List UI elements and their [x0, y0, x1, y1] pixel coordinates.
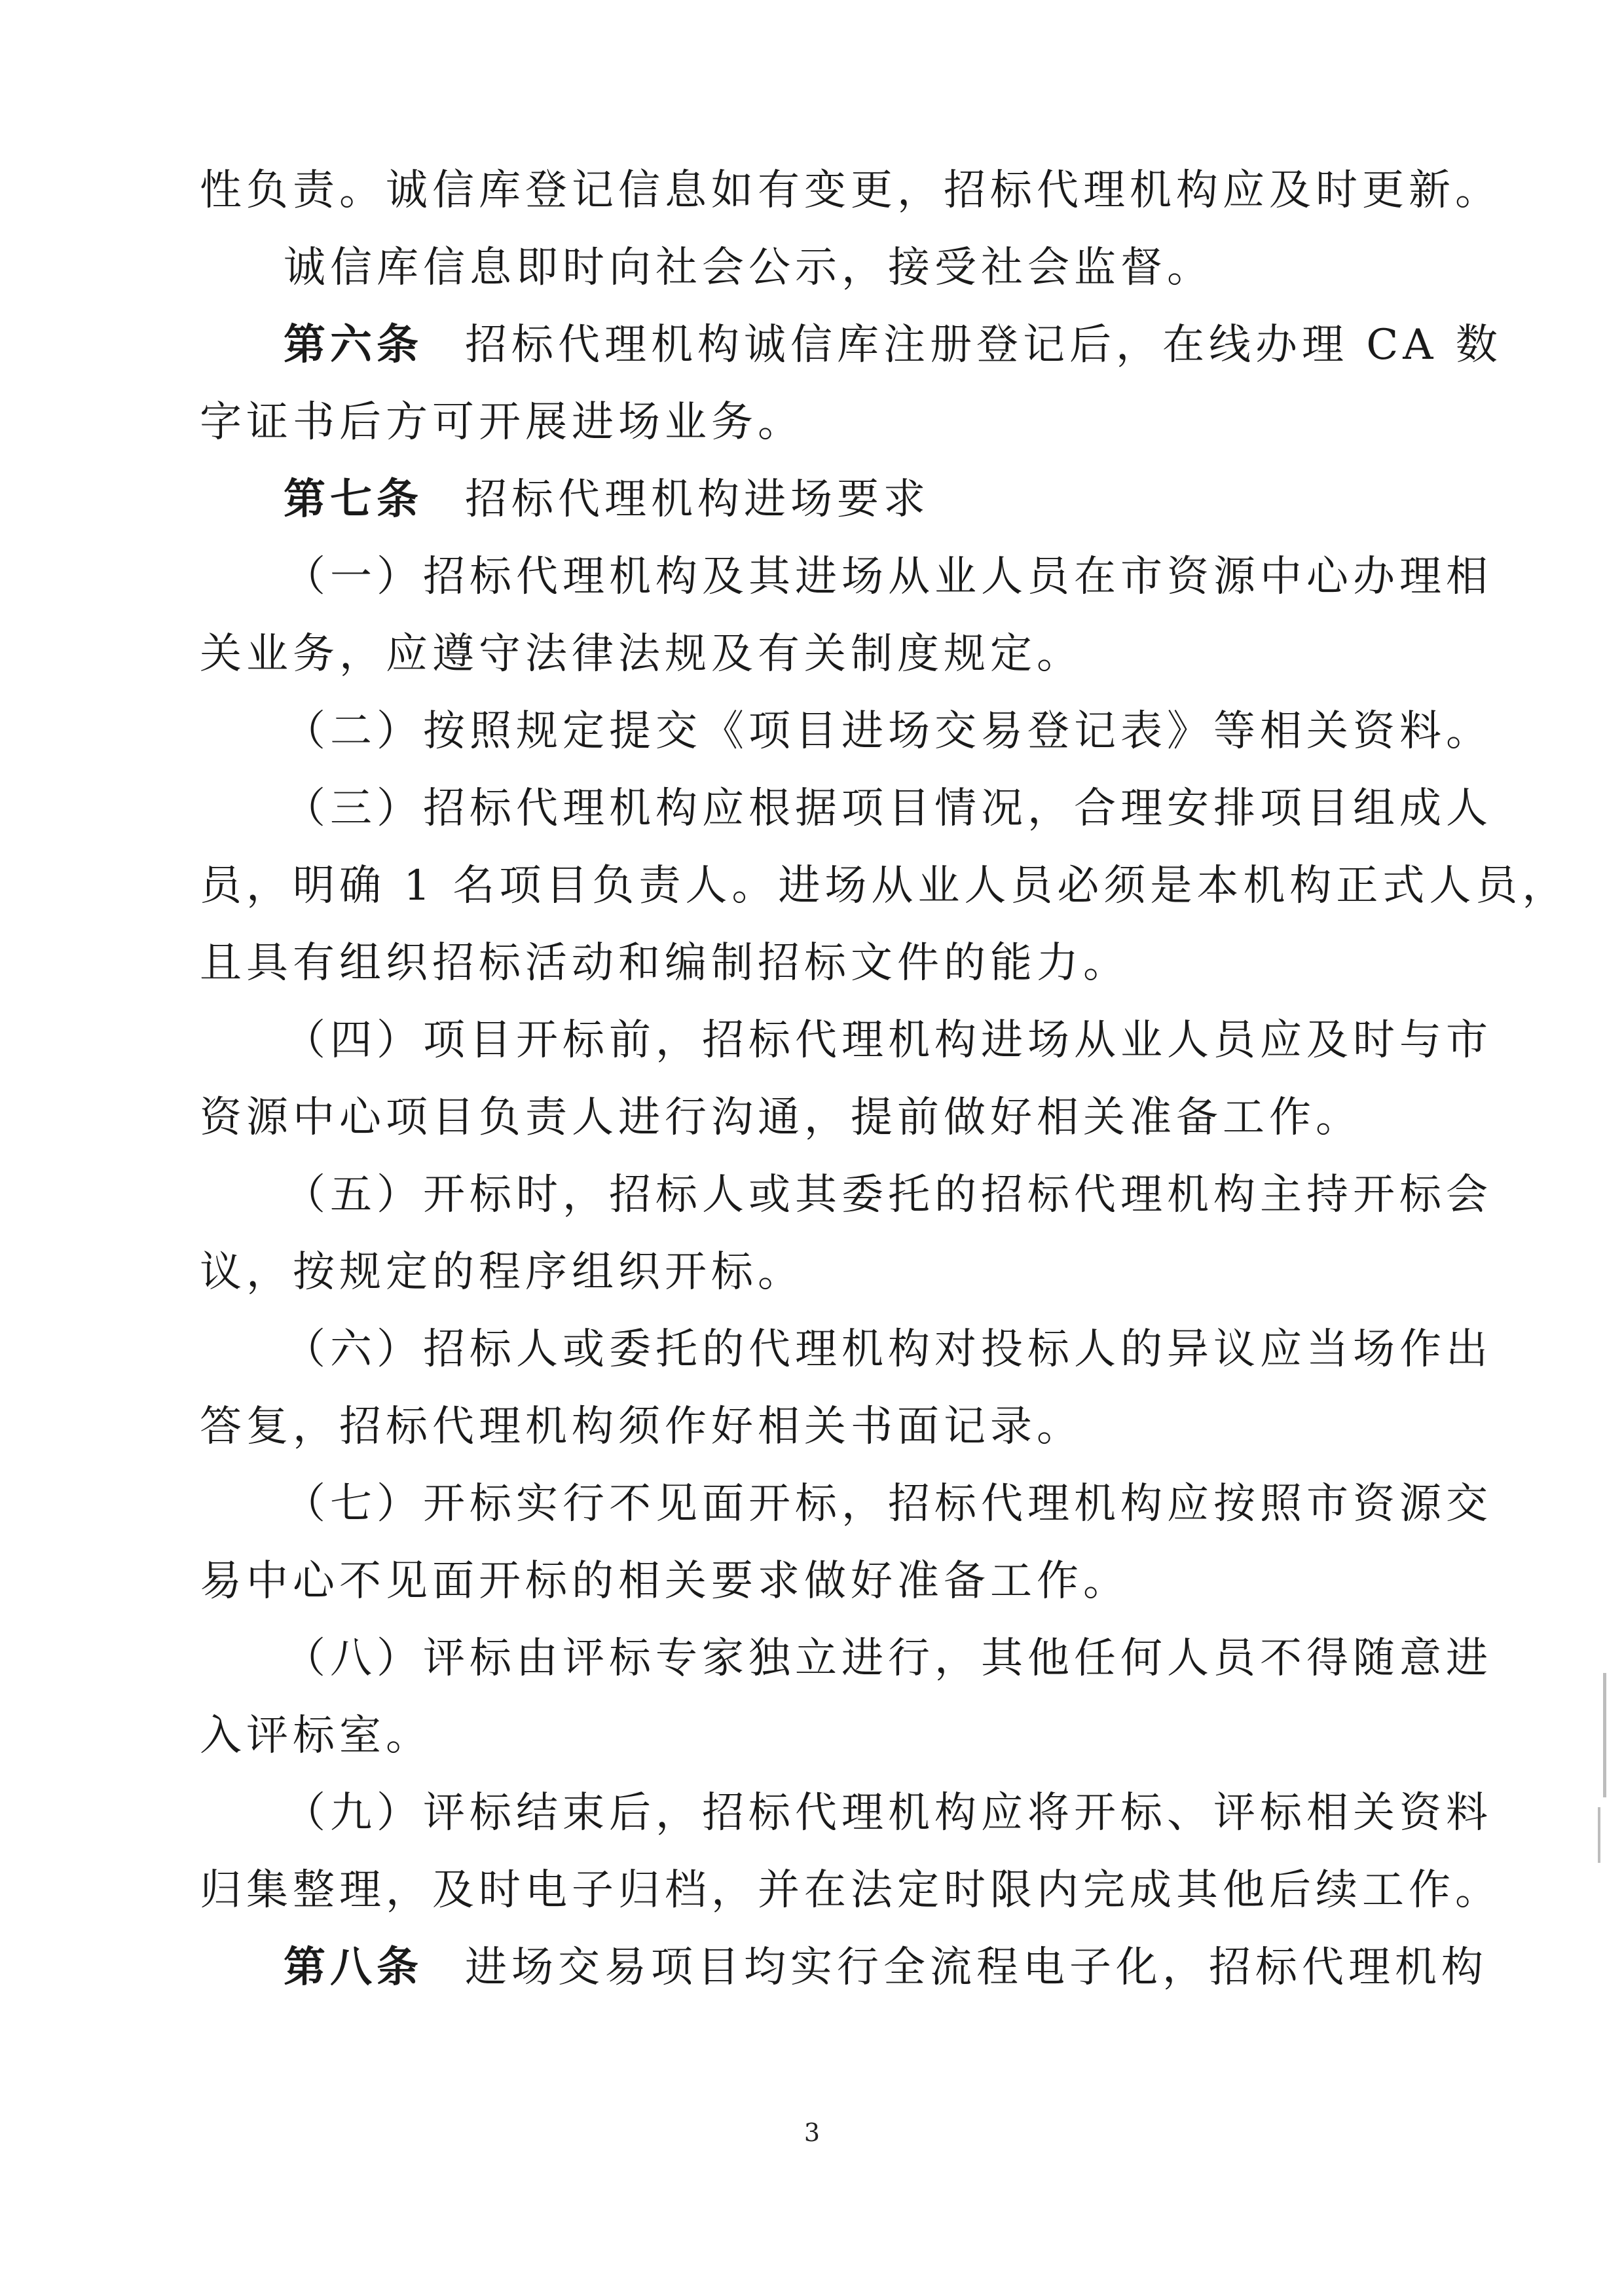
text-line: 且具有组织招标活动和编制招标文件的能力。 [200, 939, 1130, 987]
text-line: 易中心不见面开标的相关要求做好准备工作。 [200, 1557, 1130, 1606]
scan-edge-mark [1598, 1807, 1600, 1863]
scan-edge-mark [1603, 1673, 1606, 1797]
text-line: 资源中心项目负责人进行沟通，提前做好相关准备工作。 [200, 1093, 1362, 1142]
text-line: （五）开标时，招标人或其委托的招标代理机构主持开标会 [284, 1171, 1492, 1219]
article-line [200, 461, 1424, 538]
text-line: （六）招标人或委托的代理机构对投标人的异议应当场作出 [284, 1325, 1492, 1374]
article-text: 进场交易项目均实行全流程电子化，招标代理机构 [465, 1943, 1488, 1992]
text-line: （四）项目开标前，招标代理机构进场从业人员应及时与市 [284, 1016, 1492, 1065]
text-line: 答复，招标代理机构须作好相关书面记录。 [200, 1403, 1083, 1451]
text-line: （八）评标由评标专家独立进行，其他任何人员不得随意进 [284, 1634, 1492, 1683]
text-line: （三）招标代理机构应根据项目情况，合理安排项目组成人 [284, 784, 1492, 833]
article-heading: 第七条 [284, 475, 423, 524]
text-line: （一）招标代理机构及其进场从业人员在市资源中心办理相 [284, 553, 1492, 601]
text-line: 性负责。诚信库登记信息如有变更，招标代理机构应及时更新。 [200, 166, 1502, 215]
text-line: 议，按规定的程序组织开标。 [200, 1248, 804, 1296]
text-line: 诚信库信息即时向社会公示，接受社会监督。 [284, 244, 1213, 292]
text-line: 入评标室。 [200, 1712, 432, 1760]
page-number: 3 [803, 2118, 821, 2147]
text-line: 员，明确 1 名项目负责人。进场从业人员必须是本机构正式人员， [200, 862, 1569, 910]
article-heading: 第八条 [284, 1943, 423, 1992]
article-line [200, 306, 1502, 384]
document-body [200, 152, 1569, 2006]
text-line: （二）按照规定提交《项目进场交易登记表》等相关资料。 [284, 707, 1492, 756]
article-line [200, 1929, 1488, 2006]
article-heading: 第六条 [284, 321, 423, 369]
article-text: 招标代理机构进场要求 [465, 475, 930, 524]
text-line: （九）评标结束后，招标代理机构应将开标、评标相关资料 [284, 1789, 1492, 1837]
text-line: 关业务，应遵守法律法规及有关制度规定。 [200, 630, 1083, 678]
text-line: 归集整理，及时电子归档，并在法定时限内完成其他后续工作。 [200, 1866, 1502, 1915]
article-text: 招标代理机构诚信库注册登记后，在线办理 CA 数 [465, 321, 1502, 369]
text-line: 字证书后方可开展进场业务。 [200, 398, 804, 447]
text-line: （七）开标实行不见面开标，招标代理机构应按照市资源交 [284, 1480, 1492, 1528]
